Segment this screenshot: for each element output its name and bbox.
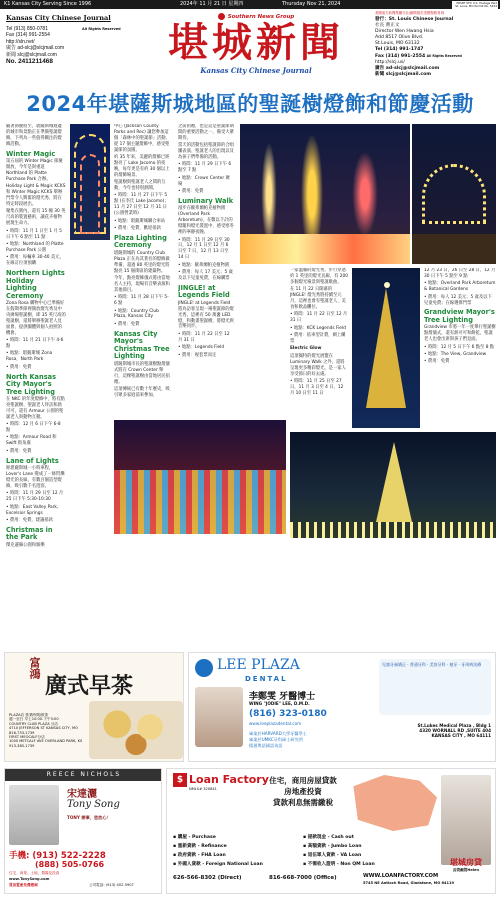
loan-service-4: ▪ 外國人貸款 - Foreign National Loan <box>173 862 263 867</box>
loan-headline-1: 住宅，商用房屋貸款 <box>269 776 337 785</box>
dimsum-logo: 富鴻 <box>28 657 41 679</box>
ad-realty[interactable] <box>4 768 162 894</box>
col3-p1: 之前捐贈，也是這是聖誕節期間的重要活動之一，備受大眾期待。 <box>178 124 234 141</box>
city-line: St.Louis, MO 63132 <box>375 41 420 46</box>
col1-p6: • 地點：Northland 的 Platte Purchase Park 公園 <box>6 241 64 253</box>
loan-service-6-label: 高額貸款 - Jumbo Loan <box>307 844 362 849</box>
southern-text: Southern News Group <box>227 13 295 20</box>
dentist-name-en: WING "JODIE" LEE, D.M.D. <box>249 701 310 706</box>
loan-service-3: ▪ 政府貸款 - FHA Loan <box>173 853 226 858</box>
col4-p6: Electric Glow <box>290 346 322 352</box>
col1-p12: 在 NKC 的年度燈飾中，將有點亮聖誕樹、聖誕老人拜訪和熱可可，還有 Armour 公園的聖誕老人與動物互動。 <box>6 397 65 420</box>
dentist-name-cn: 李鄭雯 牙醫博士 <box>249 692 316 702</box>
loan-phone-direct[interactable]: 626-566-8302 (Direct) <box>173 875 242 881</box>
plaza-tree <box>376 442 412 522</box>
loan-headline-3: 貸款利息無需繳稅 <box>273 798 333 807</box>
left-header <box>6 14 130 84</box>
col2-p6: • 費用：免費，歡迎捐款 <box>114 226 161 231</box>
left-title: Kansas City Chinese Journal <box>6 14 111 22</box>
col1-p19: • 費用：免費，建議捐款 <box>6 517 53 523</box>
agent-tagline: TONY 辦事，您放心！ <box>67 815 111 820</box>
col1-p17: • 時間：11 月 29 日至 12 月 25 日下午 5:30-10:30 <box>6 491 64 503</box>
publisher: 發行：St. Louis Chinese Journal <box>375 17 454 22</box>
col1-p5: • 時間：11 月 1 日至 1 月 5 日下午 6 點至 11 點 <box>6 228 62 240</box>
realty-slogan: 買房置產免費諮詢 <box>9 883 38 887</box>
col3-p4: • 地點：Crown Center 廣場 <box>178 175 230 187</box>
dental-treatments: 兒童牙齒矯正 · 普通牙科 · 美容牙科 · 植牙 · 牙周病治療 <box>382 662 482 667</box>
dental-treatments-box <box>379 659 491 715</box>
loan-nmls: NMLS# 320841 <box>189 787 217 791</box>
agent-name-cn: 宋達灑 <box>67 789 97 800</box>
loan-service-2: ▪ 重新貸款 - Refinance <box>173 844 227 849</box>
plaza-lights <box>290 522 496 538</box>
col3-heading-luminary: Luminary Walk <box>178 196 234 205</box>
col5-p5: • 時間：12 月 5 日下午 6 點至 8 點 <box>424 344 495 350</box>
col2-p12: 堪薩斯城市長的聖誕樹點燈儀式將在 Crown Center 舉行，這棵聖誕樹由當地居民捐贈。 <box>114 361 170 385</box>
dimsum-l5: 816-753-1739 <box>9 730 35 735</box>
ad-dental[interactable] <box>188 652 496 762</box>
col3-p12: • 地點：Legends Field <box>178 345 225 351</box>
col2-p2: 約 35 年來，美麗的燈飾已經點亮了 Lake Jacomo 的夜晚，每年更是有約 30 個以上的燈飾場景。 <box>114 155 170 178</box>
ground-lights <box>240 234 410 264</box>
tree-lights <box>366 288 406 408</box>
masthead-title-en: Kansas City Chinese Journal <box>200 66 312 75</box>
postage-box: PRSRT STD U.S. Postage Paid St. Louis, MO Permit No. 5434 <box>452 1 498 17</box>
col2-p10: • 地點：Country Club Plaza, Kansas City <box>114 308 159 320</box>
light-arch-2 <box>80 154 100 234</box>
article-column-1 <box>6 124 66 664</box>
col1-p11: • 費用：免費 <box>6 364 32 370</box>
loan-brand: Loan Factory <box>189 773 269 786</box>
top-bar <box>0 0 500 9</box>
loan-address: 5745 NE Antioch Road, Gladstone, MO 64119 <box>363 881 455 885</box>
col1-heading-christmas-park: Christmas in the Park <box>6 525 53 542</box>
loan-service-2-label: 重新貸款 - Refinance <box>177 844 227 849</box>
col4-p5: • 費用：依車型計費，網上購票 <box>290 333 346 344</box>
col5-p6: • 地點：The View, Grandview <box>424 352 487 358</box>
masthead <box>138 13 374 83</box>
col1-p1: 隨著節慶將至，堪薩斯城週邊的城市和景點正在準備聖誕燈飾，下列為一些值得關注的燈飾活動。 <box>6 124 62 147</box>
col1-p14: • 地點：Armour Road 和 Swift 街角處 <box>6 435 57 447</box>
realty-note: 住宅、商業、土地、農場及投資 <box>9 871 60 875</box>
loan-phone-office[interactable]: 816-668-7000 (Office) <box>269 875 337 881</box>
col1-p10: • 地點：堪薩斯城 Zona Rosa，North Park <box>6 351 53 363</box>
dimsum-photo <box>89 701 183 759</box>
col3-p11: • 時間：11 月 22 日至 12 月 31 日 <box>178 331 230 343</box>
agent-photo <box>9 785 59 845</box>
loan-logo-icon: $ <box>173 773 187 787</box>
tree-star <box>384 282 390 288</box>
dimsum-l6: FIRST MEOCALF分店 <box>9 735 45 740</box>
photo-lighted-archway <box>412 124 496 264</box>
loan-service-6: ▪ 高額貸款 - Jumbo Loan <box>303 844 362 849</box>
col5-p3: • 費用：每人 12 美元；5 歲及以下兒童免費；在線選擇門票 <box>424 294 492 306</box>
reserved-label: All Rights Reserved <box>82 27 121 31</box>
dimsum-l3: COUNTRY CLUB PLAZA 分店 <box>9 721 58 726</box>
light-rows <box>114 470 286 534</box>
dental-addr-1: St.Lukes Medical Plaza , Bldg 1 <box>417 723 491 728</box>
loan-headline-2: 房地產投資 <box>284 787 322 796</box>
col5-p7: • 費用：免費 <box>424 359 450 365</box>
loan-side-label: 堪城房貸 <box>450 858 482 867</box>
loan-service-4-label: 外國人貸款 - Foreign National Loan <box>177 862 263 867</box>
left-fax: Fax (314) 991-2554 <box>6 32 50 39</box>
col1-heading-lane-of-lights: Lane of Lights <box>6 456 59 465</box>
col3-p13: • 費用：視套票而定 <box>178 352 217 358</box>
dimsum-l4: 4710 JEFFERSON ST KANSAS CITY, MO <box>9 726 78 731</box>
col3-p10: JINGLE! at Legends Field 將為訪客呈現一場聖誕節的燈光秀，這裡有 50 萬盞 LED 燈，和動畫聖誕樹，將燈光與音樂同步。 <box>178 300 234 330</box>
col3-p7: • 時間：11 月 29 日至 30 日，12 月 1 日至 12 月 6 日至 7 日，12 月 13 日至 14 日 <box>178 237 230 261</box>
col2-heading-plaza: Plaza Lighting Ceremony <box>114 233 167 250</box>
col3-p3: • 時間：11 月 29 日下午 6 點至 7 點 <box>178 162 232 174</box>
right-news-email[interactable]: 新聞 slcj@slcjmail.com <box>375 72 432 77</box>
col2-p3: 聖誕樹與聖誕老人之間的互動，今年也特別熱鬧。 <box>114 180 166 192</box>
dental-brand: LEE PLAZA <box>217 657 300 673</box>
right-tel: Tel (314) 991-1747 <box>375 47 424 52</box>
dimsum-l8: 913-385-1739 <box>9 743 35 748</box>
dental-note-1: 畢業於HARVARD大學牙醫學士 <box>249 731 307 736</box>
loan-agent-photo <box>441 775 491 865</box>
photo-holiday-lights-park <box>240 124 410 264</box>
col1-p16: 距堪薩斯城一小時車程，Lover's Lane 變成了一條閃爍燈光的長廊，有數百個造型燈飾，吸引數千名遊客。 <box>6 466 65 489</box>
col4-p3: • 時間：11 月 22 日至 12 月 31 日 <box>290 312 348 324</box>
dimsum-title: 廣式早茶 <box>45 673 134 699</box>
tooth-logo-icon <box>195 659 213 677</box>
dental-note-2: 畢業於UMKC牙科碩士研究所 <box>249 737 303 742</box>
right-web[interactable]: http://slcj.us/ <box>375 60 405 65</box>
col3-p2: 當天的活動包括聖誕節的合唱團表演、聖誕老人的出現以及為孩子們準備的活動。 <box>178 143 234 161</box>
col4-p4: • 地點：KCK Legends Field <box>290 325 346 331</box>
col1-p9: • 時間：11 月 21 日下午 4-6 點 <box>6 337 64 349</box>
ad-dimsum[interactable] <box>4 652 184 762</box>
col1-p8: Zona Rosa 購物中心已準備好在假期季節裡開放燈光秀及中央廣場聖誕樹，即 35 英尺高的聖誕樹，還將舉辦聖誕老人見面會，提供團體與個人拍照的機會。 <box>6 301 66 336</box>
right-reserved: All Rights Reserved <box>426 54 462 58</box>
col1-p3: Holiday Light & Magic KCKS 和 Winter Magic KCKS 舉辦門票令人興奮的燈光秀，將在特定時段展出。 <box>6 184 66 207</box>
address-line: Add 8517 Olive Blvd. <box>375 35 424 40</box>
col2-p5: • 地點：堪薩斯城聯合車站 <box>114 218 166 224</box>
loan-service-1-label: 購屋 - Purchase <box>177 835 216 840</box>
col3-p5: • 費用：免費 <box>178 189 204 195</box>
col2-p4: • 時間：11 月 27 日下午 5 點 (在李氏 Lake Jacomo)；11 月 27 日至 12 月 31 日 (公園營業時) <box>114 193 169 217</box>
col4-p2: 在 11 月 22 日開幕的 JINGLE! 燈光秀將持續至元月，這裡也會有聖誕老人、美食和飲品攤位。 <box>290 287 346 310</box>
col4-p8: • 時間：11 月 25 日至 27 日，11 月 3 日至 4 日，12 月 10 日至 11 日 <box>290 378 344 396</box>
dental-note-3: 精通粵語國語英語 <box>249 743 283 748</box>
loan-service-5: ▪ 提款現金 - Cash out <box>303 835 354 840</box>
director-cn: 社長 蔣正文 <box>375 23 400 28</box>
col1-heading-nkc-mayor: North Kansas City Mayor's Tree Lighting <box>6 372 56 396</box>
issue-label: K1 Kansas City Serving Since 1996 <box>4 1 92 7</box>
loan-services <box>173 833 435 869</box>
photo-tunnel-lights <box>70 124 110 240</box>
agent-phone-mobile[interactable]: 手機: (913) 522-2228 <box>9 851 106 861</box>
loan-service-7: ▪ 退伍軍人貸款 - VA Loan <box>303 853 362 858</box>
left-news-email[interactable]: 新聞 slcj@slcjmail.com <box>6 51 57 58</box>
col5-p4: Grandview 市將一年一度舉行聖誕樹點燈儀式，還有熱可可和餅乾，聖誕老人也會出席與孩子們見面。 <box>424 325 496 343</box>
dimsum-l2: 週一至日 早上10:00-下午3:00 <box>9 717 59 722</box>
left-web[interactable]: http://sln.net/ <box>6 38 35 45</box>
col3-p9: • 費用：每人 17 美元；5 歲及以下兒童免費，在線購票 <box>178 270 233 281</box>
masthead-title-cn: 堪城新聞 <box>168 19 344 66</box>
col5-p2: • 地點：Overland Park Arboretum & Botanical Gardens <box>424 281 496 293</box>
arch-lights <box>422 164 486 224</box>
col2-heading-kc-mayor: Kansas City Mayor's Christmas Tree Lighting <box>114 329 170 361</box>
col2-p13: 這項傳統已有數十年歷史，吸引眾多家庭前來參加。 <box>114 386 170 398</box>
col4-p1: 一家溫馨的燈光秀，步行穿過約 1 英里的燈光長廊，有 200 多個燈光場景與聖誕歌曲。 <box>290 268 348 285</box>
loan-side-label-2: 房貸顧問Helen <box>452 868 480 872</box>
photo-christmas-tree <box>352 268 420 428</box>
dimsum-l7: 1000 METCALF AVE OVERLAND PARK, KS <box>9 739 83 744</box>
director-en: Director Wen Hwang Hsia <box>375 29 434 34</box>
left-ad-email[interactable]: 廣告 ad-slcj@slcjmail.com <box>6 45 65 52</box>
col1-p15: • 費用：免費 <box>6 448 32 454</box>
loan-website[interactable]: WWW.LOANFACTORY.COM <box>363 873 439 879</box>
loan-service-1: ▪ 購屋 - Purchase <box>173 835 216 840</box>
loan-service-8: ▪ 不需收入證明 - Non QM Loan <box>303 862 375 867</box>
dental-website[interactable]: www.leeplazadental.com <box>249 721 302 726</box>
realty-office: 公司電話: (913) 402-5907 <box>89 883 134 887</box>
col2-p11: • 費用：免費 <box>114 321 140 327</box>
right-fax-row <box>375 53 497 60</box>
agent-phone-tollfree[interactable]: (888) 505-0766 <box>35 860 105 869</box>
light-tree-3 <box>350 144 380 244</box>
left-tel: Tel (913) 850-0781 <box>6 26 48 32</box>
right-ad-email[interactable]: 廣告 ad-slcj@slcjmail.com <box>375 66 440 71</box>
col1-p20: 傑克遜縣公園和娛樂 <box>6 542 45 548</box>
ad-loan-factory[interactable] <box>166 768 496 894</box>
dental-addr-3: KANSAS CITY , MO 64111 <box>431 733 491 738</box>
dental-address <box>379 723 491 738</box>
realty-brand: REECE NICHOLS <box>5 769 162 781</box>
dentist-photo <box>195 687 243 747</box>
dimsum-info <box>9 713 89 748</box>
col1-p7: • 費用：每輛車 30-40 美元，在線訂位須預購 <box>6 255 64 267</box>
col1-p18: • 地點：East Valley Park, Excelsior Springs <box>6 504 59 516</box>
col1-p13: • 時間：12 月 6 日下午 6-8 點 <box>6 422 61 434</box>
date-en: Thursday Nov 21, 2024 <box>282 1 341 7</box>
us-map-icon <box>349 775 437 831</box>
col5-heading-grandview: Grandview Mayor's Tree Lighting <box>424 308 495 324</box>
col5-p1: 12 月 23 日，26 日至 28 日，12 月 30 日下午 5 點至 9 點 <box>424 268 496 279</box>
reg-number: No. 2411211468 <box>6 58 53 66</box>
dental-addr-2: 4320 WORNALL RD ,SUITE 404 <box>419 728 491 733</box>
right-note: 美國南方新聞集團分社/網路版於美國聖路易城 <box>375 11 444 15</box>
right-header <box>375 11 497 85</box>
photo-light-show-crowd <box>114 420 286 534</box>
right-fax: Fax (314) 991-2554 <box>375 54 426 59</box>
main-headline: 2024年堪薩斯城地區的聖誕樹燈飾和節慶活動 <box>26 92 474 116</box>
dental-sub: DENTAL <box>245 675 288 683</box>
realty-website[interactable]: www.TonySong.com <box>9 877 50 881</box>
col2-p8: 今年，點亮燈飾儀式將由當地名人主持，現場有音樂表演和其他節目。 <box>114 276 170 293</box>
col2-p9: • 時間：11 月 28 日下午 5-6 點 <box>114 295 169 307</box>
col3-heading-jingle: JINGLE! at Legends Field <box>178 283 230 300</box>
dental-phone[interactable]: (816) 323-0180 <box>249 709 327 719</box>
ground <box>412 234 496 264</box>
agent-name-en: Tony Song <box>67 799 120 810</box>
col1-p2: 第五屆的 Winter Magic 節慶開放，今年是與重返 Northland 的 Platte Purchase Park 合辦。 <box>6 159 63 182</box>
col3-p6: 漫步在歐弗蘭帕克植物園 (Overland Park Arboretum)，在數以千計的燈籠和燈光裝置中，感受寒冬裡的寧靜夜晚。 <box>178 206 234 236</box>
col4-p7: 這項獨特的燈光展覽在 Luminary Walk 之外，還將呈現更多精彩燈光，是一家人享受節日的好去處。 <box>290 353 346 377</box>
col2-p7: 堪薩斯城的 Country Club Plaza 正在為其著名的燈飾做準備，超過 80 英里的燈光將點亮 15 個街區的建築物。 <box>114 250 170 274</box>
loan-service-8-label: 不需收入證明 - Non QM Loan <box>307 862 375 867</box>
col1-heading-northern-lights: Northern Lights Holiday Lighting Ceremony <box>6 269 65 300</box>
loan-service-7-label: 退伍軍人貸款 - VA Loan <box>307 853 362 858</box>
col2-p1: 中心 (Jackson County Parks and Rec) 讓您參加這個「森林中的聖誕節」活動，從 17 個主題燈飾中，感受聖誕節的氛圍。 <box>114 124 170 153</box>
dimsum-l1: PLAZA店 營業時間/飲茶 <box>9 713 49 717</box>
col1-p4: 聚集在園內，還有 15 幢 30 英尺高的裝置藝術，讓花卉植物展現生命力。 <box>6 209 66 227</box>
photo-tree-lighting-plaza <box>290 432 496 538</box>
loan-headline <box>263 775 343 808</box>
loan-service-5-label: 提款現金 - Cash out <box>307 835 354 840</box>
date-cn: 2024年 11 月 21 日 星期四 <box>180 1 244 7</box>
loan-service-3-label: 政府貸款 - FHA Loan <box>177 853 226 858</box>
col3-p8: • 地點：歐弗蘭帕克植物園 <box>178 262 230 268</box>
col1-heading-winter-magic: Winter Magic <box>6 149 56 158</box>
